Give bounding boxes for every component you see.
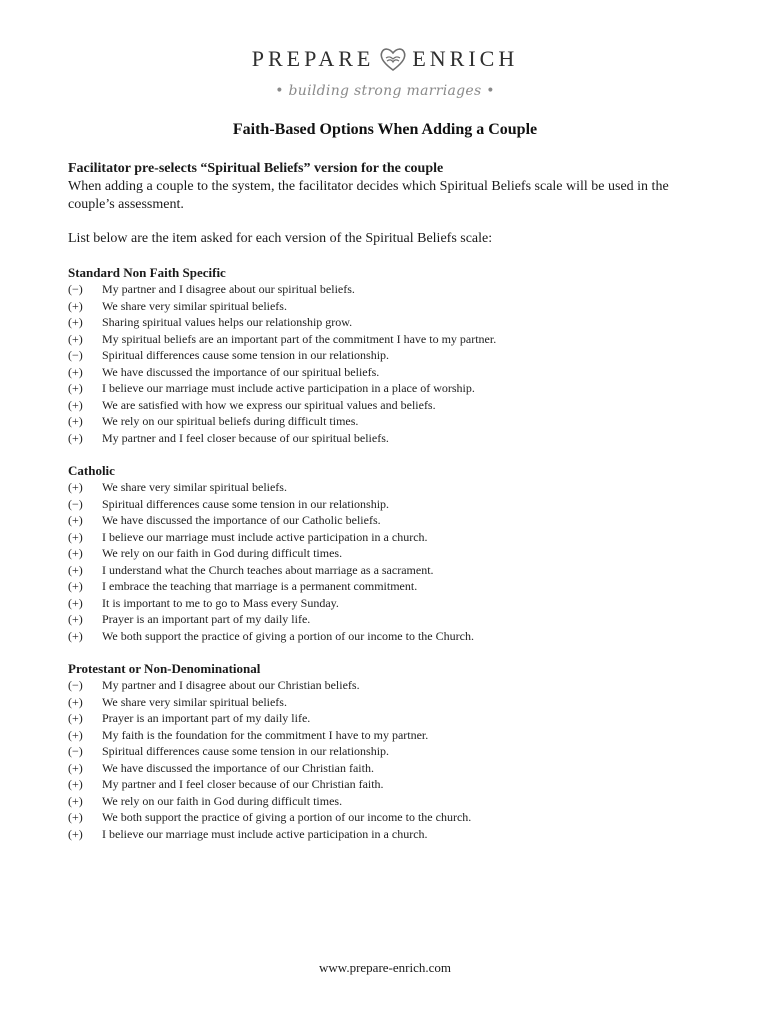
item-sign: (+): [68, 612, 83, 626]
item-sign: (+): [68, 430, 83, 445]
item-text: I believe our marriage must include active participation in a church.: [102, 826, 428, 841]
scale-sections: [68, 264, 708, 842]
item-sign: (−): [68, 496, 83, 511]
section-title: Catholic: [68, 463, 115, 478]
list-item: [68, 545, 708, 562]
item-sign: (+): [68, 331, 83, 346]
item-text: We share very similar spiritual beliefs.: [102, 480, 287, 494]
item-text: My partner and I feel closer because of our spiritual beliefs.: [102, 430, 389, 445]
item-text: My faith is the foundation for the commitment I have to my partner.: [102, 727, 429, 742]
item-text: We have discussed the importance of our Christian faith.: [102, 760, 374, 775]
list-item: [68, 562, 708, 579]
item-text: Prayer is an important part of my daily life.: [102, 612, 311, 626]
list-item: [68, 364, 708, 381]
item-sign: (+): [68, 414, 83, 428]
list-item: [68, 677, 708, 694]
list-item: [68, 331, 708, 348]
item-text: We have discussed the importance of our spiritual beliefs.: [102, 364, 380, 379]
list-item: [68, 529, 708, 546]
item-text: We share very similar spiritual beliefs.: [102, 694, 287, 709]
item-list: [68, 281, 708, 446]
item-text: We both support the practice of giving a portion of our income to the church.: [102, 810, 472, 824]
item-text: We have discussed the importance of our Catholic beliefs.: [102, 513, 381, 527]
item-sign: (+): [68, 727, 83, 742]
scale-section: [68, 462, 708, 644]
item-text: We both support the practice of giving a portion of our income to the Church.: [102, 628, 474, 643]
item-sign: (+): [68, 711, 83, 725]
item-text: We rely on our faith in God during difficult times.: [102, 793, 343, 808]
item-text: We are satisfied with how we express our spiritual values and beliefs.: [102, 397, 436, 412]
list-item: [68, 397, 708, 414]
item-sign: (+): [68, 381, 83, 395]
item-sign: (+): [68, 628, 83, 643]
item-sign: (+): [68, 826, 83, 841]
list-item: [68, 776, 708, 793]
item-sign: (−): [68, 282, 83, 296]
item-sign: (+): [68, 694, 83, 709]
section-title: Standard Non Faith Specific: [68, 265, 226, 280]
item-text: Prayer is an important part of my daily life.: [102, 711, 311, 725]
facilitator-body: When adding a couple to the system, the facilitator decides which Spiritual Beliefs scale will be used in the couple’s assessment.: [68, 179, 669, 212]
list-item: [68, 347, 708, 364]
item-text: I believe our marriage must include active participation in a place of worship.: [102, 381, 475, 395]
item-sign: (+): [68, 298, 83, 313]
item-sign: (+): [68, 315, 83, 329]
list-item: [68, 281, 708, 298]
list-item: [68, 479, 708, 496]
item-sign: (+): [68, 480, 83, 494]
item-text: I understand what the Church teaches about marriage as a sacrament.: [102, 562, 434, 577]
item-text: I embrace the teaching that marriage is a permanent commitment.: [102, 579, 418, 593]
page-title: Faith-Based Options When Adding a Couple: [232, 121, 538, 138]
item-sign: (−): [68, 348, 83, 362]
brand-word-left: PREPARE: [251, 46, 375, 71]
list-item: [68, 710, 708, 727]
item-sign: (−): [68, 678, 83, 692]
brand-word-right: ENRICH: [412, 46, 519, 71]
item-text: It is important to me to go to Mass every Sunday.: [102, 595, 339, 610]
item-sign: (+): [68, 364, 83, 379]
section-title: Protestant or Non-Denominational: [68, 661, 261, 676]
list-item: [68, 496, 708, 513]
item-sign: (−): [68, 744, 83, 758]
list-item: [68, 809, 708, 826]
list-item: [68, 760, 708, 777]
list-item: [68, 298, 708, 315]
list-item: [68, 314, 708, 331]
list-item: [68, 628, 708, 645]
list-item: [68, 578, 708, 595]
brand-logo: [0, 44, 770, 74]
scale-section: [68, 660, 708, 842]
scale-section: [68, 264, 708, 446]
item-text: My partner and I disagree about our spiritual beliefs.: [102, 282, 355, 296]
brand-tagline: • building strong marriages •: [275, 83, 495, 99]
list-item: [68, 611, 708, 628]
list-item: [68, 694, 708, 711]
item-text: Spiritual differences cause some tension in our relationship.: [102, 348, 390, 362]
list-item: [68, 413, 708, 430]
item-text: Sharing spiritual values helps our relationship grow.: [102, 315, 353, 329]
item-list: [68, 677, 708, 842]
list-item: [68, 743, 708, 760]
item-sign: (+): [68, 513, 83, 527]
item-sign: (+): [68, 760, 83, 775]
item-text: We rely on our spiritual beliefs during difficult times.: [102, 414, 359, 428]
item-text: I believe our marriage must include active participation in a church.: [102, 529, 428, 544]
list-intro: List below are the item asked for each version of the Spiritual Beliefs scale:: [68, 231, 493, 246]
item-text: My spiritual beliefs are an important part of the commitment I have to my partner.: [102, 331, 497, 346]
list-item: [68, 727, 708, 744]
list-item: [68, 430, 708, 447]
item-text: My partner and I disagree about our Christian beliefs.: [102, 678, 360, 692]
list-item: [68, 793, 708, 810]
item-text: Spiritual differences cause some tension in our relationship.: [102, 496, 390, 511]
item-sign: (+): [68, 810, 83, 824]
heart-hands-icon: [378, 44, 408, 74]
item-sign: (+): [68, 793, 83, 808]
item-list: [68, 479, 708, 644]
list-item: [68, 826, 708, 843]
item-sign: (+): [68, 397, 83, 412]
facilitator-heading: Facilitator pre-selects “Spiritual Beliefs” version for the couple: [68, 161, 444, 176]
item-text: My partner and I feel closer because of our Christian faith.: [102, 777, 384, 791]
item-sign: (+): [68, 546, 83, 560]
document-body: [68, 160, 708, 842]
item-sign: (+): [68, 529, 83, 544]
item-text: We share very similar spiritual beliefs.: [102, 298, 287, 313]
item-sign: (+): [68, 579, 83, 593]
item-sign: (+): [68, 562, 83, 577]
item-sign: (+): [68, 777, 83, 791]
list-item: [68, 380, 708, 397]
item-text: Spiritual differences cause some tension in our relationship.: [102, 744, 390, 758]
list-item: [68, 595, 708, 612]
footer-url: www.prepare-enrich.com: [319, 960, 451, 975]
list-item: [68, 512, 708, 529]
item-text: We rely on our faith in God during difficult times.: [102, 546, 343, 560]
item-sign: (+): [68, 595, 83, 610]
